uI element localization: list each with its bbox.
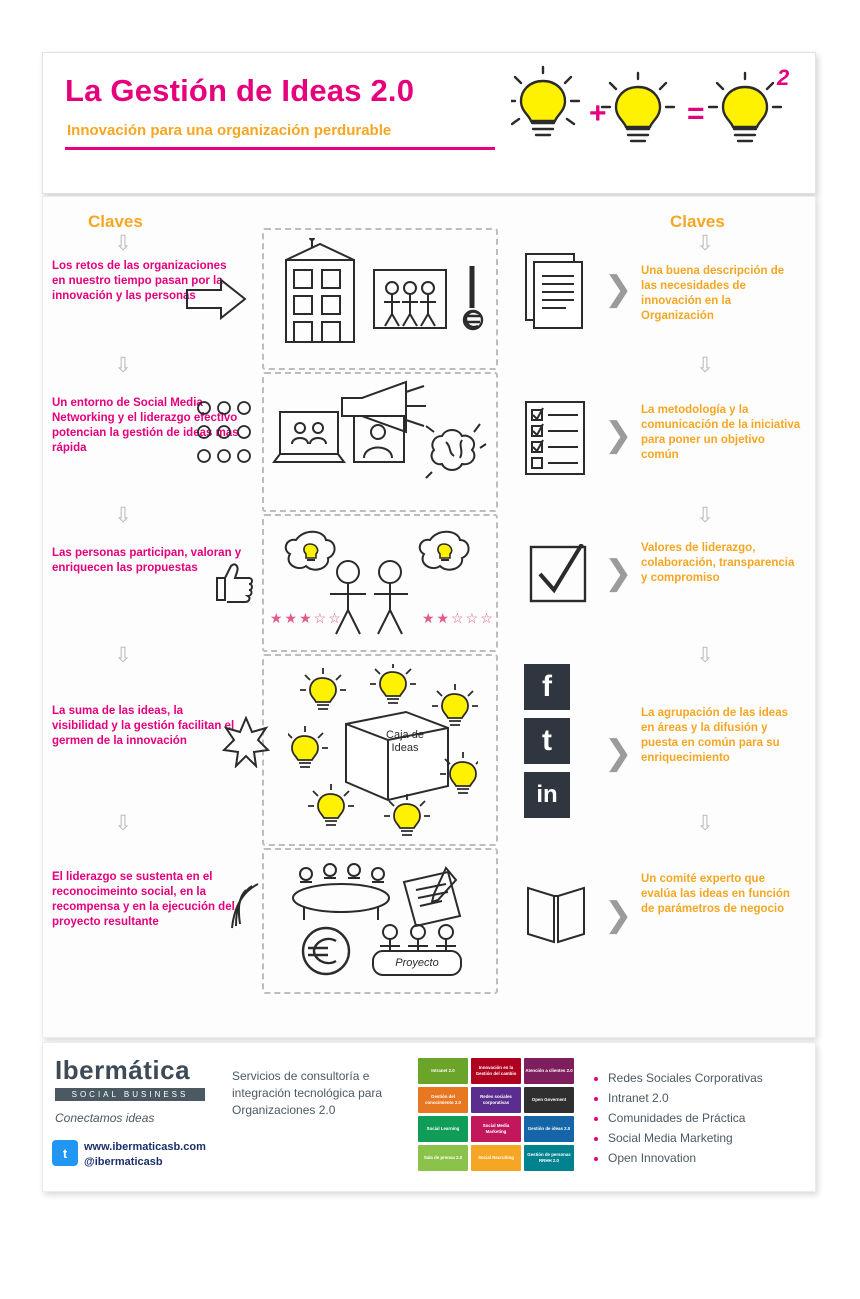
grid-cell[interactable]: Social Recruiting — [471, 1145, 521, 1171]
social-icons-stack — [524, 664, 570, 818]
exponent-symbol: 2 — [777, 65, 790, 90]
page-subtitle: Innovación para una organización perdurable — [67, 122, 392, 139]
twitter-icon[interactable]: t — [524, 718, 570, 764]
person-photo-icon — [352, 414, 408, 471]
arrow-down-icon: ⇩ — [696, 504, 714, 527]
arrow-down-icon: ⇩ — [696, 232, 714, 255]
twitter-handle[interactable]: @ibermaticasb — [84, 1156, 163, 1168]
list-item: • Intranet 2.0 — [608, 1088, 763, 1108]
left-item-4: La suma de las ideas, la visibilidad y la gestión facilitan el germen de la innovación — [52, 705, 235, 747]
checkmark-box-icon — [528, 544, 588, 609]
left-item-3: Las personas participan, valoran y enriquecen las propuestas — [52, 547, 242, 574]
arrow-down-icon: ⇩ — [696, 644, 714, 667]
grid-cell[interactable]: Gestión de ideas 2.0 — [524, 1116, 574, 1142]
bulb-formula-illustration — [511, 61, 801, 171]
website-link[interactable]: www.ibermaticasb.com — [84, 1141, 206, 1153]
services-text: Servicios de consultoría e integración tecnológica para Organizaciones 2.0 — [232, 1069, 383, 1117]
list-item: • Social Media Marketing — [608, 1128, 763, 1148]
grid-row — [418, 1087, 576, 1113]
rating-stars-left: ★★★☆☆ — [270, 610, 343, 626]
list-item: • Redes Sociales Corporativas — [608, 1068, 763, 1088]
brand-name: Ibermática — [55, 1055, 191, 1085]
rating-stars-right: ★★☆☆☆ — [422, 610, 495, 626]
list-item: • Open Innovation — [608, 1148, 763, 1168]
right-arrow-sketch — [185, 276, 247, 327]
equals-symbol: = — [687, 97, 705, 130]
brand-tagline: Conectamos ideas — [55, 1111, 155, 1125]
brain-idea-icon — [424, 418, 490, 485]
title-underline — [65, 147, 495, 150]
left-item-5: El liderazgo se sustenta en el reconocimeinto social, en la recompensa y en la ejecución del proyecto resultante — [52, 871, 235, 928]
services-grid — [418, 1058, 576, 1174]
left-item-1: Los retos de las organizaciones en nuestro tiempo pasan por la innovación y las personas — [52, 260, 227, 302]
brand-subtitle-bar — [55, 1088, 205, 1101]
brand-subtitle: SOCIAL BUSINESS — [71, 1090, 189, 1099]
chevron-right-icon: ❯ — [604, 554, 633, 592]
grid-row — [418, 1058, 576, 1084]
grid-cell[interactable]: Gestión del conocimiento 2.0 — [418, 1087, 468, 1113]
grid-cell[interactable]: Open Governent — [524, 1087, 574, 1113]
right-item-4: La agrupación de las ideas en áreas y la difusión y puesta en común para su enriquecimiento — [641, 707, 788, 764]
building-icon — [276, 238, 362, 351]
header-panel — [42, 52, 816, 194]
right-item-2: La metodología y la comunicación de la iniciativa para poner un objetivo común — [641, 404, 801, 461]
twitter-bird-icon[interactable]: t — [52, 1140, 78, 1166]
arrow-down-icon: ⇩ — [114, 504, 132, 527]
left-item-2: Un entorno de Social Media Networking y el liderazgo efectivo potencian la gestión de ideas màs rápida — [52, 397, 239, 454]
linkedin-icon[interactable]: in — [524, 772, 570, 818]
exclamation-euro-icon — [460, 264, 490, 341]
page-title: La Gestión de Ideas 2.0 — [65, 73, 415, 108]
dots-grid-icon — [196, 400, 254, 475]
right-item-1: Una buena descripción de las necesidades de innovación en la Organización — [641, 265, 785, 322]
arrow-down-icon: ⇩ — [114, 812, 132, 835]
arrow-down-icon: ⇩ — [696, 812, 714, 835]
open-book-icon — [524, 878, 588, 951]
chevron-right-icon: ❯ — [604, 896, 633, 934]
arrow-down-icon: ⇩ — [114, 232, 132, 255]
grid-cell[interactable]: Social Media Marketing — [471, 1116, 521, 1142]
right-column-heading: Claves — [670, 212, 725, 231]
people-frame-icon — [372, 268, 448, 335]
chevron-right-icon: ❯ — [604, 270, 633, 308]
signal-waves-icon — [228, 882, 262, 937]
facebook-icon[interactable]: f — [524, 664, 570, 710]
grid-cell[interactable]: Sala de prensa 2.0 — [418, 1145, 468, 1171]
ideas-box-label — [375, 729, 435, 755]
checklist-icon — [524, 400, 586, 481]
brand-block — [55, 1055, 205, 1125]
grid-row — [418, 1145, 576, 1171]
grid-cell[interactable]: Redes sociales corporativas — [471, 1087, 521, 1113]
grid-cell[interactable]: Intranet 2.0 — [418, 1058, 468, 1084]
list-item: • Comunidades de Práctica — [608, 1108, 763, 1128]
meeting-table-icon — [288, 862, 394, 929]
chevron-right-icon: ❯ — [604, 416, 633, 454]
ideas-box-label-line2: Ideas — [391, 742, 419, 754]
arrow-down-icon: ⇩ — [696, 354, 714, 377]
chevron-right-icon: ❯ — [604, 734, 633, 772]
project-label: Proyecto — [372, 950, 462, 976]
two-people-icon — [316, 558, 426, 641]
left-column-heading: Claves — [88, 212, 143, 231]
ideas-box-label-line1: Caja de — [386, 729, 424, 741]
grid-cell[interactable]: Gestión de personas RRHH 2.0 — [524, 1145, 574, 1171]
right-item-3: Valores de liderazgo, colaboración, transparencia y compromiso — [641, 542, 795, 584]
grid-row — [418, 1116, 576, 1142]
plus-symbol: + — [589, 97, 607, 130]
document-icon — [524, 252, 588, 341]
contact-block — [84, 1140, 206, 1170]
offer-bullets — [592, 1068, 763, 1168]
arrow-down-icon: ⇩ — [114, 644, 132, 667]
grid-cell[interactable]: Innovación en la Gestión del cambio — [471, 1058, 521, 1084]
arrow-down-icon: ⇩ — [114, 354, 132, 377]
thumbs-up-icon — [211, 560, 255, 609]
grid-cell[interactable]: Atención a clientes 2.0 — [524, 1058, 574, 1084]
spark-burst-icon — [222, 716, 270, 773]
euro-circle-icon — [300, 925, 352, 982]
right-item-5: Un comité experto que evalúa las ideas en función de parámetros de negocio — [641, 873, 790, 915]
grid-cell[interactable]: Social Learning — [418, 1116, 468, 1142]
